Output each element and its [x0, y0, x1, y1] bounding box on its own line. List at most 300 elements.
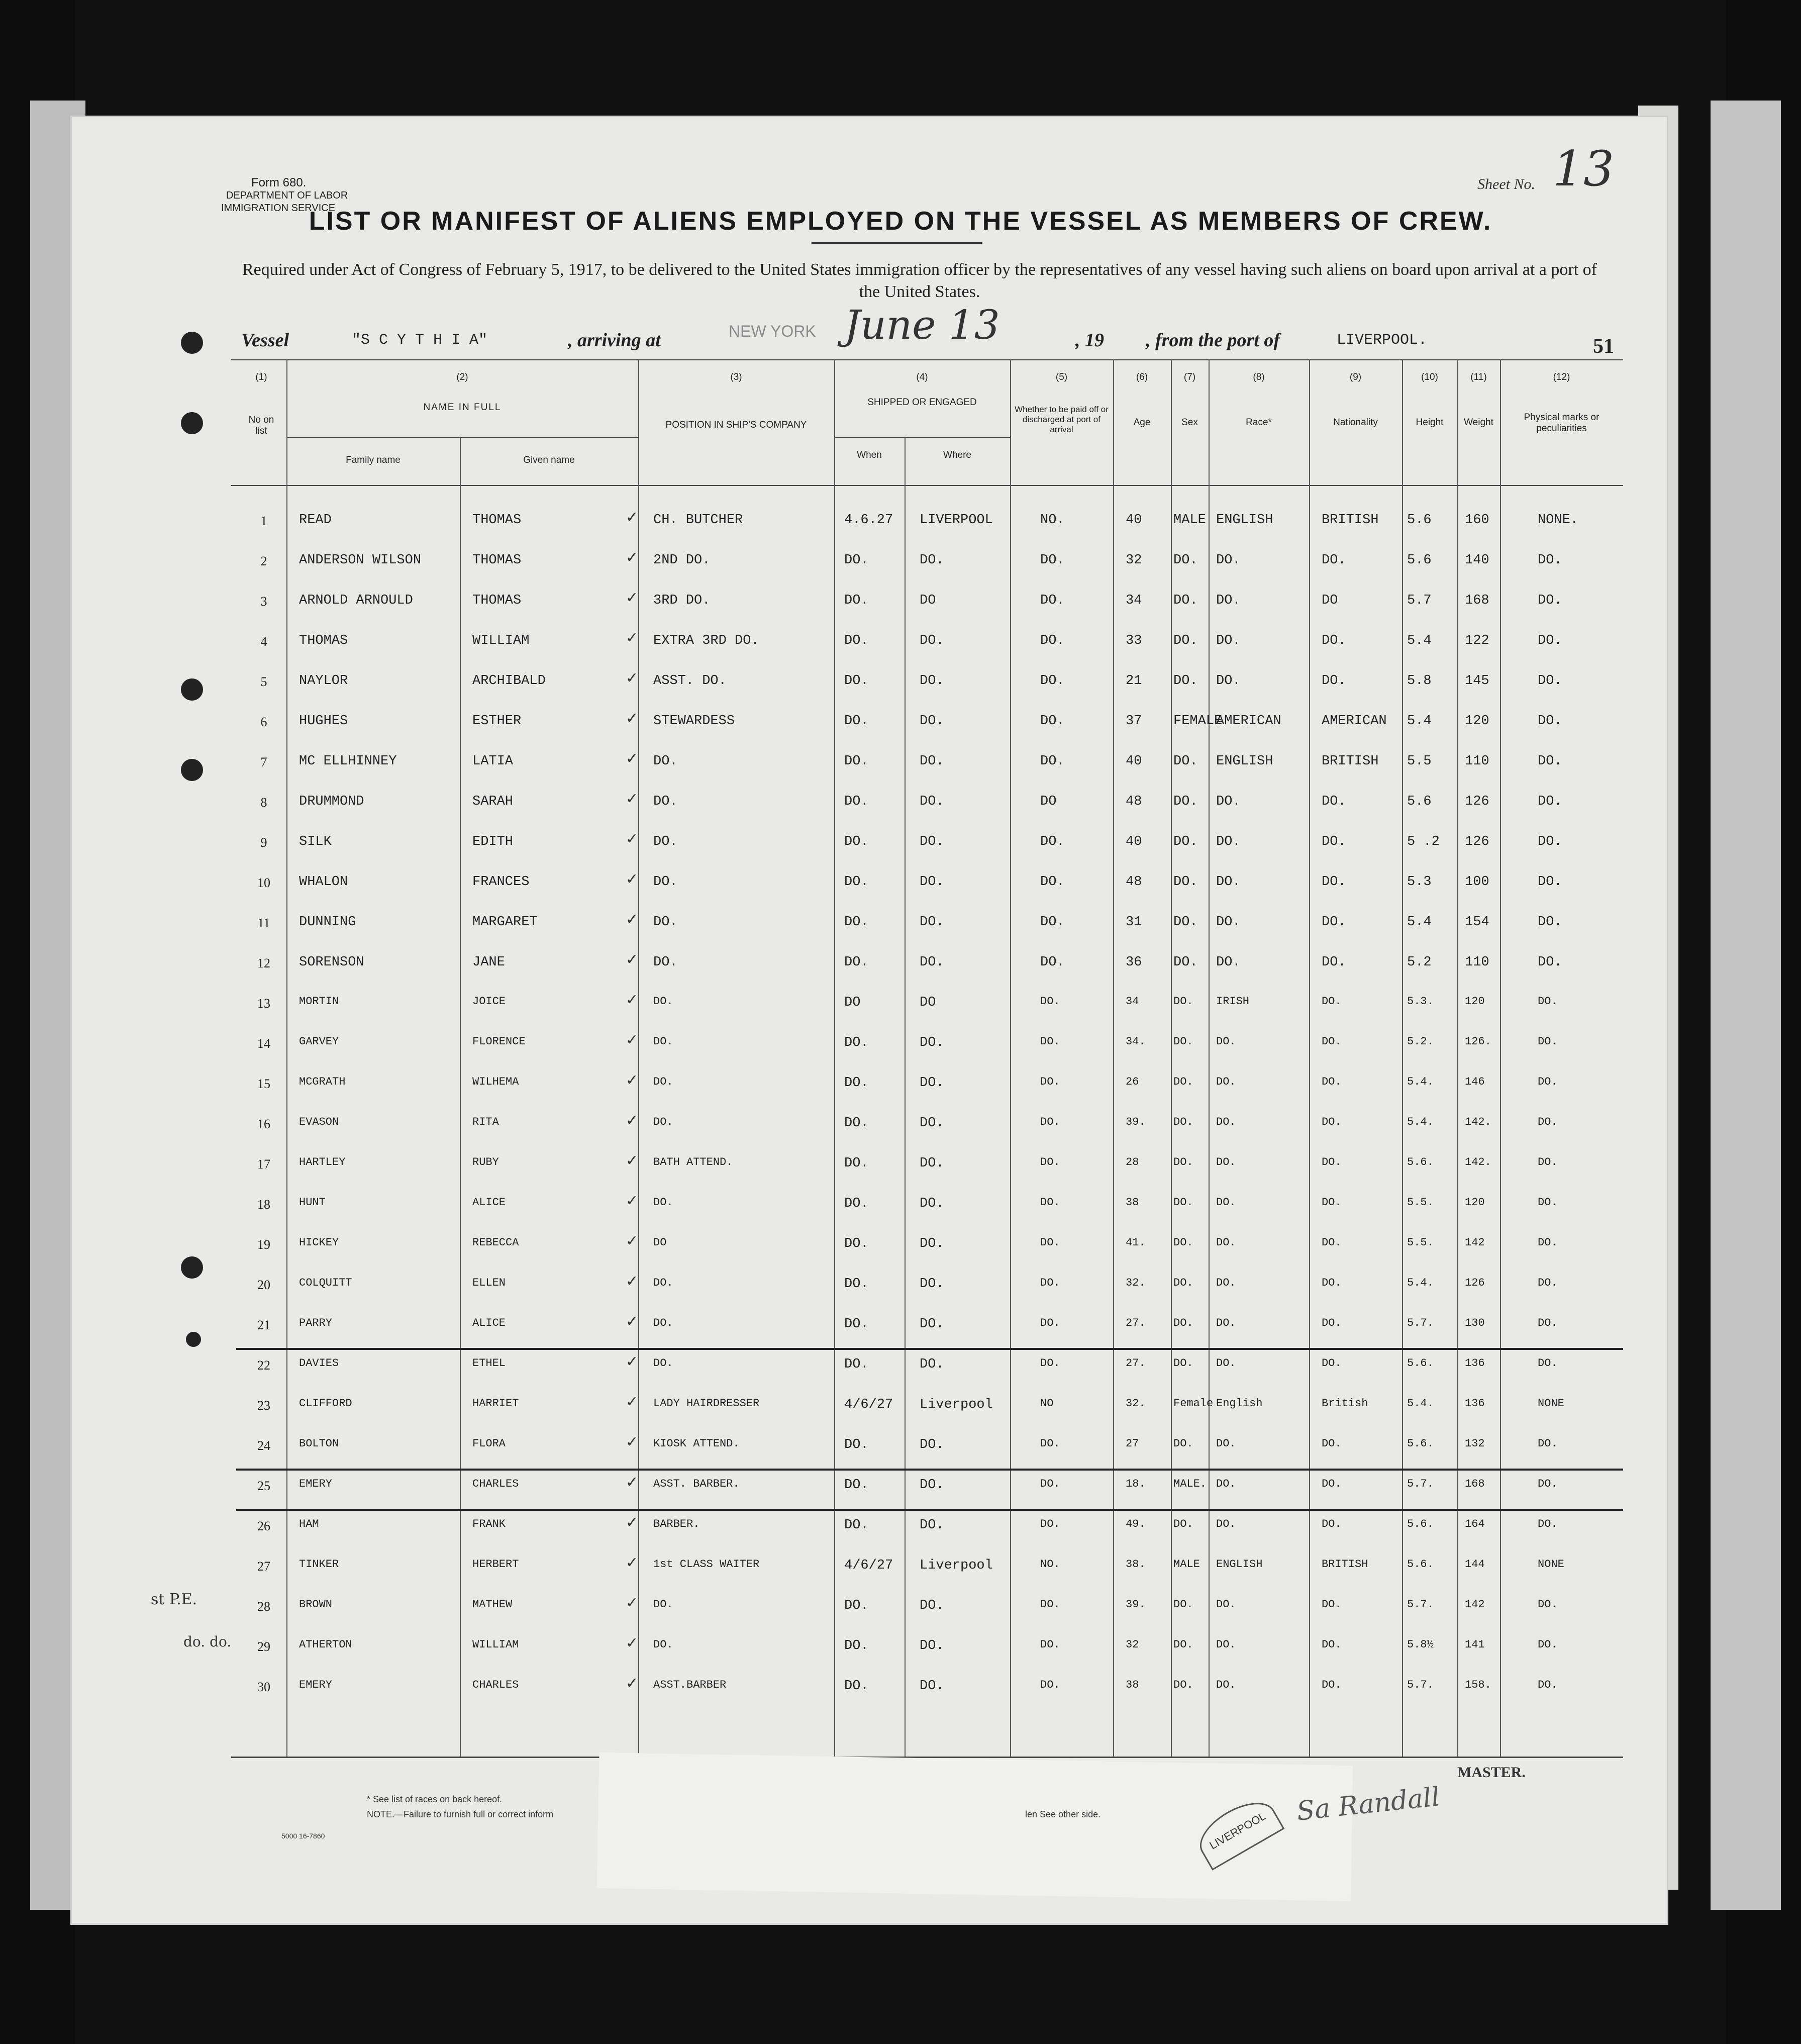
col-4-number: (4) [916, 372, 928, 382]
col-divider [834, 359, 835, 1757]
check-mark-icon: ✓ [626, 1192, 639, 1210]
header-bottom-rule [231, 485, 1623, 486]
check-mark-icon: ✓ [626, 1031, 639, 1049]
cell-where: DO. [920, 1638, 944, 1653]
col-divider [638, 359, 639, 1757]
cell-family: NAYLOR [299, 673, 348, 689]
cell-given: ALICE [472, 1317, 506, 1329]
check-mark-icon: ✓ [626, 1675, 639, 1692]
cell-height: 5.7. [1407, 1317, 1434, 1329]
col-1-number: (1) [255, 372, 267, 382]
cell-position: DO. [653, 794, 678, 809]
cell-position: KIOSK ATTEND. [653, 1437, 740, 1450]
cell-when: DO. [844, 1437, 869, 1452]
cell-position: STEWARDESS [653, 714, 735, 729]
cell-marks: DO. [1538, 673, 1562, 689]
check-mark-icon: ✓ [626, 1634, 639, 1652]
arriving-port: NEW YORK [729, 322, 816, 340]
punch-hole [181, 412, 203, 434]
shipped-subheader-rule [834, 437, 1010, 438]
cell-sex: DO. [1173, 633, 1198, 648]
cell-paid: DO. [1040, 1156, 1060, 1169]
cell-marks: DO. [1538, 874, 1562, 890]
cell-sex: DO. [1173, 593, 1198, 608]
cell-sex: DO. [1173, 1518, 1193, 1530]
cell-race: IRISH [1216, 995, 1250, 1008]
cell-sex: DO. [1173, 1317, 1193, 1329]
cell-when: DO. [844, 1638, 869, 1653]
row-number: 8 [260, 795, 267, 810]
check-mark-icon: ✓ [626, 830, 639, 848]
cell-nationality: British [1322, 1397, 1368, 1410]
cell-given: FRANCES [472, 874, 530, 890]
col-divider [1500, 359, 1501, 1757]
cell-family: EMERY [299, 1478, 333, 1490]
cell-height: 5.7. [1407, 1478, 1434, 1490]
cell-weight: 136 [1465, 1357, 1485, 1370]
cell-where: DO. [920, 1236, 944, 1251]
side-note-2: do. do. [183, 1633, 232, 1650]
col-2a-header: Family name [346, 455, 401, 465]
cell-family: BROWN [299, 1598, 333, 1611]
cell-position: BARBER. [653, 1518, 700, 1530]
cell-weight: 168 [1465, 1478, 1485, 1490]
cell-height: 5.7 [1407, 593, 1432, 608]
cell-sex: DO. [1173, 1116, 1193, 1128]
cell-weight: 164 [1465, 1518, 1485, 1530]
cell-age: 34 [1126, 593, 1142, 608]
cell-sex: FEMALE [1173, 714, 1223, 729]
cell-nationality: AMERICAN [1322, 714, 1387, 729]
cell-given: JOICE [472, 995, 506, 1008]
row-number: 19 [257, 1237, 270, 1252]
row-number: 30 [257, 1680, 270, 1694]
punch-hole [181, 332, 203, 354]
cell-given: LATIA [472, 754, 514, 769]
cell-age: 27. [1126, 1357, 1146, 1370]
cell-when: 4/6/27 [844, 1397, 893, 1412]
cell-paid: DO. [1040, 1357, 1060, 1370]
cell-marks: NONE [1538, 1558, 1564, 1571]
cell-weight: 100 [1465, 874, 1489, 890]
col-2b-header: Given name [523, 455, 575, 465]
cell-sex: MALE [1173, 1558, 1200, 1571]
cell-when: DO. [844, 754, 869, 769]
cell-when: DO. [844, 834, 869, 849]
cell-marks: DO. [1538, 955, 1562, 970]
cell-race: DO. [1216, 1076, 1236, 1088]
cell-marks: NONE [1538, 1397, 1564, 1410]
cell-given: SARAH [472, 794, 514, 809]
cell-paid: DO. [1040, 1076, 1060, 1088]
check-mark-icon: ✓ [626, 710, 639, 727]
cell-race: DO. [1216, 915, 1241, 930]
form-number: Form 680. [251, 176, 307, 189]
col-divider [286, 359, 287, 1757]
cell-marks: DO. [1538, 1035, 1558, 1048]
col-7-header: Sex [1181, 417, 1198, 428]
row-number: 29 [257, 1639, 270, 1654]
cell-race: DO. [1216, 1357, 1236, 1370]
cell-paid: DO [1040, 794, 1057, 809]
row-number: 7 [260, 755, 267, 769]
cell-family: HICKEY [299, 1236, 339, 1249]
col-divider [905, 437, 906, 1757]
col-9-header: Nationality [1333, 417, 1378, 428]
cell-nationality: DO. [1322, 1277, 1342, 1289]
cell-position: DO. [653, 754, 678, 769]
cell-paid: DO. [1040, 714, 1065, 729]
cell-given: JANE [472, 955, 505, 970]
cell-family: ARNOLD ARNOULD [299, 593, 413, 608]
cell-weight: 145 [1465, 673, 1489, 689]
from-port-label: , from the port of [1146, 330, 1280, 351]
cell-weight: 126 [1465, 1277, 1485, 1289]
cell-position: 3RD DO. [653, 593, 711, 608]
cell-where: DO. [920, 673, 944, 689]
cell-paid: DO. [1040, 633, 1065, 648]
cell-nationality: DO. [1322, 1518, 1342, 1530]
cell-age: 28 [1126, 1156, 1139, 1169]
row-number: 22 [257, 1358, 270, 1373]
cell-where: DO. [920, 1478, 944, 1493]
sheet-number-label: Sheet No. [1477, 176, 1535, 192]
from-port: LIVERPOOL. [1337, 332, 1428, 349]
cell-marks: DO. [1538, 834, 1562, 849]
cell-paid: DO. [1040, 1116, 1060, 1128]
cell-weight: 142 [1465, 1598, 1485, 1611]
cell-weight: 140 [1465, 553, 1489, 568]
col-10-number: (10) [1421, 372, 1438, 382]
cell-race: DO. [1216, 1236, 1236, 1249]
cell-nationality: DO. [1322, 955, 1346, 970]
cell-position: DO. [653, 1638, 673, 1651]
cell-paid: DO. [1040, 1679, 1060, 1691]
cell-height: 5.4 [1407, 915, 1432, 930]
cell-marks: DO. [1538, 1196, 1558, 1209]
cell-given: ARCHIBALD [472, 673, 546, 689]
cell-family: HARTLEY [299, 1156, 346, 1169]
cell-given: ELLEN [472, 1277, 506, 1289]
cell-race: DO. [1216, 1116, 1236, 1128]
cell-when: DO. [844, 673, 869, 689]
cell-marks: DO. [1538, 794, 1562, 809]
cell-sex: DO. [1173, 1156, 1193, 1169]
cell-where: DO. [920, 1317, 944, 1332]
cell-family: HUNT [299, 1196, 326, 1209]
cell-age: 34. [1126, 1035, 1146, 1048]
liverpool-stamp: LIVERPOOL [1191, 1791, 1285, 1870]
cell-position: DO. [653, 834, 678, 849]
cell-height: 5.6 [1407, 513, 1432, 528]
row-number: 16 [257, 1117, 270, 1131]
races-note: * See list of races on back hereof. [367, 1794, 503, 1804]
row-number: 11 [257, 916, 270, 930]
cell-age: 27 [1126, 1437, 1139, 1450]
cell-family: SILK [299, 834, 332, 849]
cell-when: DO. [844, 1196, 869, 1211]
cell-nationality: BRITISH [1322, 754, 1379, 769]
cell-race: DO. [1216, 633, 1241, 648]
row-number: 6 [260, 715, 267, 729]
cell-age: 38. [1126, 1558, 1146, 1571]
cell-race: AMERICAN [1216, 714, 1281, 729]
cell-position: ASST.BARBER [653, 1679, 727, 1691]
cell-height: 5.6. [1407, 1156, 1434, 1169]
cell-age: 38 [1126, 1196, 1139, 1209]
cell-paid: DO. [1040, 1437, 1060, 1450]
cell-race: DO. [1216, 1478, 1236, 1490]
cell-family: MORTIN [299, 995, 339, 1008]
cell-given: ESTHER [472, 714, 522, 729]
cell-paid: DO. [1040, 1638, 1060, 1651]
cell-paid: DO. [1040, 1196, 1060, 1209]
col-divider [1402, 359, 1403, 1757]
cell-weight: 144 [1465, 1558, 1485, 1571]
cell-nationality: DO. [1322, 1156, 1342, 1169]
cell-when: DO [844, 995, 861, 1010]
cell-nationality: DO [1322, 593, 1338, 608]
cell-sex: DO. [1173, 1076, 1193, 1088]
cell-paid: DO. [1040, 915, 1065, 930]
cell-sex: DO. [1173, 1357, 1193, 1370]
year-label: , 19 [1075, 330, 1104, 351]
cell-age: 34 [1126, 995, 1139, 1008]
cell-nationality: DO. [1322, 1357, 1342, 1370]
cell-height: 5.6. [1407, 1437, 1434, 1450]
cell-age: 32. [1126, 1397, 1146, 1410]
col-4a-header: When [857, 450, 882, 460]
row-number: 15 [257, 1077, 270, 1091]
cell-race: ENGLISH [1216, 754, 1273, 769]
row-number: 18 [257, 1197, 270, 1212]
cell-marks: DO. [1538, 1156, 1558, 1169]
check-mark-icon: ✓ [626, 549, 639, 566]
cell-where: DO. [920, 915, 944, 930]
cell-weight: 126 [1465, 794, 1489, 809]
cell-when: DO. [844, 1478, 869, 1493]
cell-where: DO [920, 593, 936, 608]
cell-weight: 154 [1465, 915, 1489, 930]
check-mark-icon: ✓ [626, 1273, 639, 1290]
cell-race: DO. [1216, 1518, 1236, 1530]
cell-age: 41. [1126, 1236, 1146, 1249]
cell-weight: 126 [1465, 834, 1489, 849]
cell-weight: 142 [1465, 1236, 1485, 1249]
check-mark-icon: ✓ [626, 1112, 639, 1129]
cell-when: DO. [844, 1236, 869, 1251]
punch-hole [186, 1332, 201, 1347]
cell-height: 5.5. [1407, 1196, 1434, 1209]
cell-race: DO. [1216, 673, 1241, 689]
row-number: 20 [257, 1278, 270, 1292]
cell-weight: 168 [1465, 593, 1489, 608]
cell-height: 5.4. [1407, 1277, 1434, 1289]
cell-family: CLIFFORD [299, 1397, 352, 1410]
cell-family: ATHERTON [299, 1638, 352, 1651]
cell-sex: MALE [1173, 513, 1206, 528]
cell-sex: DO. [1173, 1437, 1193, 1450]
punch-hole [181, 678, 203, 701]
cell-weight: 120 [1465, 1196, 1485, 1209]
row-number: 26 [257, 1519, 270, 1533]
cell-weight: 141 [1465, 1638, 1485, 1651]
cell-weight: 132 [1465, 1437, 1485, 1450]
col-9-number: (9) [1349, 372, 1362, 382]
cell-paid: DO. [1040, 1035, 1060, 1048]
cell-nationality: DO. [1322, 673, 1346, 689]
cell-nationality: DO. [1322, 1317, 1342, 1329]
row-number: 17 [257, 1157, 270, 1172]
cell-where: DO. [920, 794, 944, 809]
cell-race: DO. [1216, 1196, 1236, 1209]
cell-given: FLORENCE [472, 1035, 526, 1048]
col-7-number: (7) [1183, 372, 1196, 382]
cell-given: FRANK [472, 1518, 506, 1530]
cell-given: WILLIAM [472, 1638, 519, 1651]
cell-position: DO. [653, 995, 673, 1008]
cell-given: ALICE [472, 1196, 506, 1209]
cell-position: CH. BUTCHER [653, 513, 743, 528]
cell-paid: NO [1040, 1397, 1054, 1410]
cell-marks: DO. [1538, 553, 1562, 568]
row-number: 2 [260, 554, 267, 568]
page-number: 51 [1593, 335, 1614, 358]
cell-marks: DO. [1538, 1076, 1558, 1088]
cell-family: PARRY [299, 1317, 333, 1329]
cell-age: 38 [1126, 1679, 1139, 1691]
row-number: 1 [260, 514, 267, 528]
cell-race: DO. [1216, 834, 1241, 849]
vessel-name: "S C Y T H I A" [352, 332, 488, 349]
col-4b-header: Where [943, 450, 971, 460]
cell-paid: DO. [1040, 1277, 1060, 1289]
cell-given: REBECCA [472, 1236, 519, 1249]
cell-age: 49. [1126, 1518, 1146, 1530]
check-mark-icon: ✓ [626, 1594, 639, 1612]
check-mark-icon: ✓ [626, 1353, 639, 1371]
cell-sex: DO. [1173, 1196, 1193, 1209]
cell-nationality: DO. [1322, 1437, 1342, 1450]
col-divider [1209, 359, 1210, 1757]
cell-race: DO. [1216, 794, 1241, 809]
cell-weight: 110 [1465, 955, 1489, 970]
cell-given: EDITH [472, 834, 514, 849]
col-3-header: POSITION IN SHIP'S COMPANY [665, 420, 807, 430]
cell-family: DAVIES [299, 1357, 339, 1370]
cell-age: 39. [1126, 1598, 1146, 1611]
cell-when: DO. [844, 1035, 869, 1050]
strike-through-line [236, 1509, 1623, 1511]
cell-nationality: DO. [1322, 1478, 1342, 1490]
cell-marks: DO. [1538, 1437, 1558, 1450]
cell-weight: 130 [1465, 1317, 1485, 1329]
cell-height: 5.2. [1407, 1035, 1434, 1048]
cell-weight: 142. [1465, 1156, 1491, 1169]
cell-sex: MALE. [1173, 1478, 1207, 1490]
check-mark-icon: ✓ [626, 1072, 639, 1089]
cell-position: DO. [653, 874, 678, 890]
cell-sex: DO. [1173, 1035, 1193, 1048]
cell-nationality: DO. [1322, 1116, 1342, 1128]
cell-age: 48 [1126, 794, 1142, 809]
cell-when: DO. [844, 714, 869, 729]
check-mark-icon: ✓ [626, 750, 639, 767]
cell-position: LADY HAIRDRESSER [653, 1397, 760, 1410]
col-5-header: Whether to be paid off or discharged at port of arrival [1015, 405, 1109, 434]
cell-sex: DO. [1173, 874, 1198, 890]
cell-family: DRUMMOND [299, 794, 364, 809]
cell-given: FLORA [472, 1437, 506, 1450]
cell-sex: DO. [1173, 1638, 1193, 1651]
row-number: 4 [260, 634, 267, 649]
check-mark-icon: ✓ [626, 629, 639, 647]
cell-age: 48 [1126, 874, 1142, 890]
row-number: 23 [257, 1398, 270, 1413]
cell-position: DO. [653, 1317, 673, 1329]
cell-nationality: DO. [1322, 553, 1346, 568]
check-mark-icon: ✓ [626, 1232, 639, 1250]
col-1-header: No on list [248, 415, 274, 436]
cell-height: 5.4 [1407, 633, 1432, 648]
cell-when: DO. [844, 1317, 869, 1332]
cell-nationality: DO. [1322, 834, 1346, 849]
check-mark-icon: ✓ [626, 1433, 639, 1451]
signature: Sa Randall [1295, 1782, 1441, 1827]
cell-paid: DO. [1040, 1317, 1060, 1329]
cell-marks: DO. [1538, 1518, 1558, 1530]
cell-weight: 146 [1465, 1076, 1485, 1088]
cell-family: MCGRATH [299, 1076, 346, 1088]
cell-position: DO. [653, 955, 678, 970]
cell-family: READ [299, 513, 332, 528]
check-mark-icon: ✓ [626, 790, 639, 808]
cell-family: MC ELLHINNEY [299, 754, 397, 769]
row-number: 14 [257, 1036, 270, 1051]
cell-marks: DO. [1538, 1478, 1558, 1490]
col-divider [1171, 359, 1172, 1757]
cell-age: 32. [1126, 1277, 1146, 1289]
cell-paid: DO. [1040, 1518, 1060, 1530]
col-4-header: SHIPPED OR ENGAGED [867, 397, 977, 408]
cell-marks: DO. [1538, 1317, 1558, 1329]
cell-nationality: DO. [1322, 915, 1346, 930]
arriving-label: , arriving at [568, 330, 661, 351]
cell-family: GARVEY [299, 1035, 339, 1048]
department-label: DEPARTMENT OF LABOR [226, 190, 348, 201]
cell-sex: Female [1173, 1397, 1214, 1410]
cell-position: DO. [653, 1277, 673, 1289]
col-6-header: Age [1133, 417, 1151, 428]
punch-hole [181, 759, 203, 781]
cell-height: 5.5 [1407, 754, 1432, 769]
cell-weight: 120 [1465, 995, 1485, 1008]
cell-marks: DO. [1538, 1357, 1558, 1370]
cell-age: 33 [1126, 633, 1142, 648]
cell-paid: DO. [1040, 1236, 1060, 1249]
cell-family: DUNNING [299, 915, 356, 930]
cell-age: 18. [1126, 1478, 1146, 1490]
cell-given: CHARLES [472, 1478, 519, 1490]
cell-when: DO. [844, 874, 869, 890]
check-mark-icon: ✓ [626, 991, 639, 1009]
cell-weight: 120 [1465, 714, 1489, 729]
cell-where: DO. [920, 754, 944, 769]
cell-position: DO. [653, 1116, 673, 1128]
cell-height: 5.8 [1407, 673, 1432, 689]
col-3-number: (3) [730, 372, 742, 382]
manifest-page [70, 116, 1668, 1925]
